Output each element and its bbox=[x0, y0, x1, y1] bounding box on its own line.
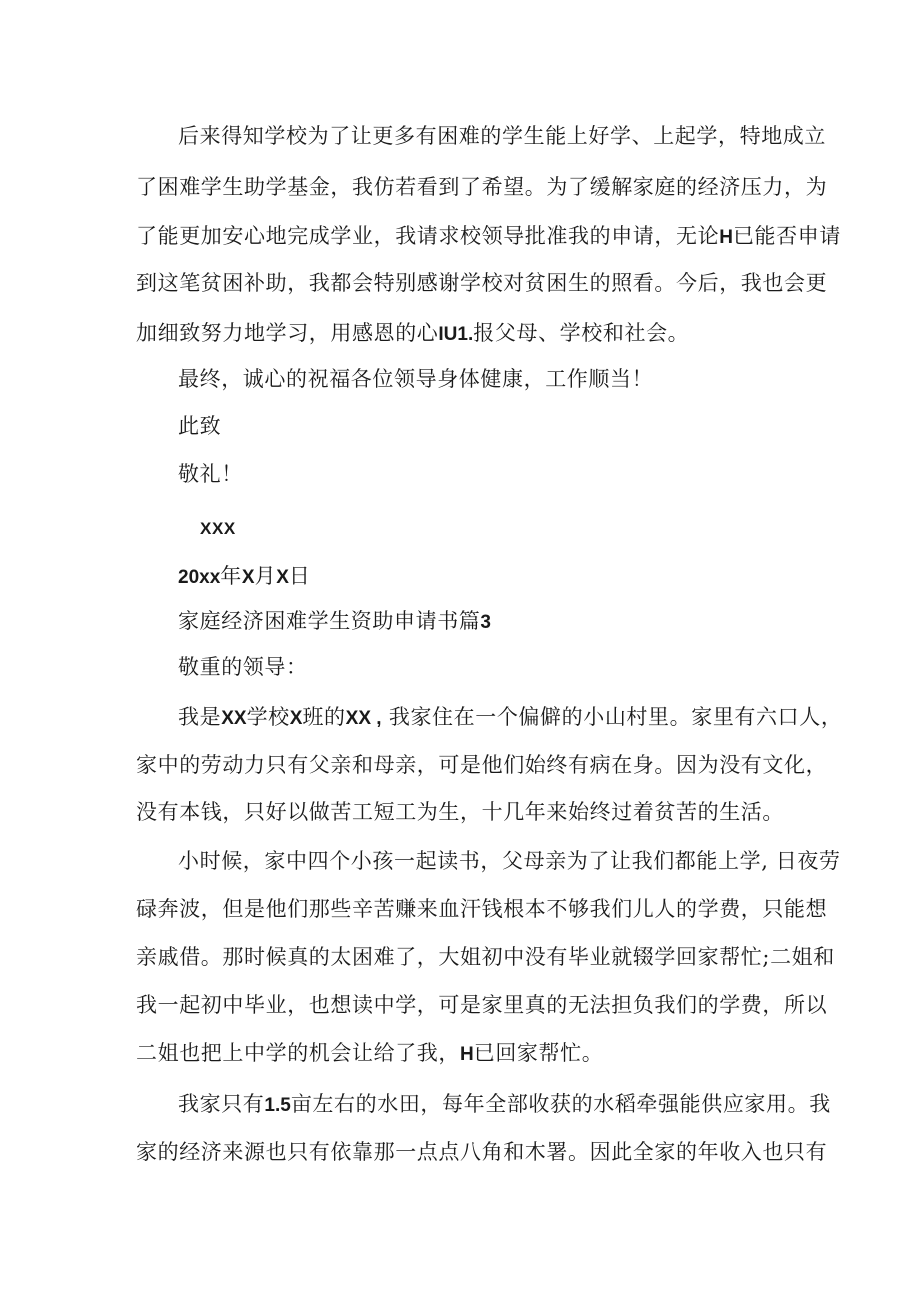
s3-p2-line-2: 碌奔波，但是他们那些辛苦赚来血汗钱根本不够我们儿人的学费，只能想 bbox=[136, 897, 828, 921]
p1-line-3-bold: H bbox=[719, 227, 733, 248]
section-title-text: 家庭经济困难学生资助申请书篇 bbox=[178, 609, 481, 633]
s3-p1-line-2: 家中的劳动力只有父亲和母亲，可是他们始终有病在身。因为没有文化， bbox=[136, 753, 828, 777]
s3-p3-line-1 bbox=[178, 1094, 831, 1115]
closing-zhizhi: 此致 bbox=[178, 414, 222, 438]
closing-wish: 最终，诚心的祝福各位领导身体健康，工作顺当！ bbox=[178, 367, 654, 391]
date-day: X bbox=[276, 567, 289, 588]
p1-line-5-tail: 报父母、学校和社会。 bbox=[473, 321, 690, 345]
salutation: 敬重的领导： bbox=[178, 655, 308, 679]
s3-p2-line-3: 亲戚借。那时候真的太困难了，大姐初中没有毕业就辍学回家帮忙;二姐和 bbox=[136, 945, 835, 969]
s3-p2-line-5 bbox=[136, 1043, 603, 1064]
s3-p1-line-1-e: 我家住在一个偏僻的小山村里。家里有六口人， bbox=[381, 705, 843, 729]
s3-p1-line-1-c: 学校 bbox=[246, 705, 290, 729]
s3-p3-line-2: 家的经济来源也只有依靠那一点点八角和木署。因此全家的年收入也只有 bbox=[136, 1140, 828, 1164]
signature-date bbox=[178, 566, 310, 587]
s3-p1-line-1-b3: XX , bbox=[345, 708, 382, 729]
s3-p3-line-1-c: 亩左右的水田，每年全部收获的水稻牵强能供应家用。我 bbox=[290, 1092, 831, 1116]
date-year-char: 年 bbox=[220, 564, 242, 588]
date-day-char: 日 bbox=[288, 564, 311, 588]
closing-jingli: 敬礼！ bbox=[178, 462, 243, 486]
s3-p2-line-4: 我一起初中毕业，也想读中学，可是家里真的无法担负我们的学费，所以 bbox=[136, 993, 828, 1017]
section-title-number: 3 bbox=[480, 612, 491, 633]
s3-p2-line-5-b: H bbox=[460, 1044, 474, 1065]
p1-line-5 bbox=[136, 323, 689, 344]
s3-p3-line-1-a: 我家只有 bbox=[178, 1092, 265, 1116]
s3-p3-line-1-b: 1.5 bbox=[264, 1095, 291, 1116]
p1-line-4: 到这笔贫困补助，我都会特别感谢学校对贫困生的照看。今后，我也会更 bbox=[136, 271, 828, 295]
p1-line-3 bbox=[136, 226, 841, 247]
p1-line-1: 后来得知学校为了让更多有困难的学生能上好学、上起学，特地成立 bbox=[178, 124, 826, 148]
p1-line-3-text: 了能更加安心地完成学业，我请求校领导批准我的申请，无论 bbox=[136, 224, 720, 248]
p1-line-5-bold: IU1. bbox=[438, 324, 474, 345]
s3-p1-line-1-b2: X bbox=[289, 708, 303, 729]
s3-p1-line-1-a: 我是 bbox=[178, 705, 222, 729]
date-month: X bbox=[241, 567, 255, 588]
s3-p2-line-5-c: 已回家帮忙。 bbox=[473, 1041, 604, 1065]
p1-line-5-text: 加细致努力地学习，用感恩的心 bbox=[136, 321, 439, 345]
s3-p2-line-5-a: 二姐也把上中学的机会让给了我， bbox=[136, 1041, 460, 1065]
s3-p1-line-1 bbox=[178, 707, 842, 728]
s3-p1-line-3: 没有本钱，只好以做苦工短工为生，十几年来始终过着贫苦的生活。 bbox=[136, 800, 784, 824]
s3-p1-line-1-b1: XX bbox=[221, 708, 247, 729]
date-year: 20xx bbox=[178, 567, 221, 588]
p1-line-2: 了困难学生助学基金，我仿若看到了希望。为了缓解家庭的经济压力，为 bbox=[136, 175, 828, 199]
date-month-char: 月 bbox=[254, 564, 277, 588]
s3-p2-line-1: 小时候，家中四个小孩一起读书，父母亲为了让我们都能上学, 日夜劳 bbox=[178, 849, 841, 873]
s3-p1-line-1-d: 班的 bbox=[302, 705, 346, 729]
signer-name: XXX bbox=[200, 519, 236, 538]
section-title bbox=[178, 611, 491, 632]
p1-line-3-tail: 已能否申请 bbox=[732, 224, 841, 248]
